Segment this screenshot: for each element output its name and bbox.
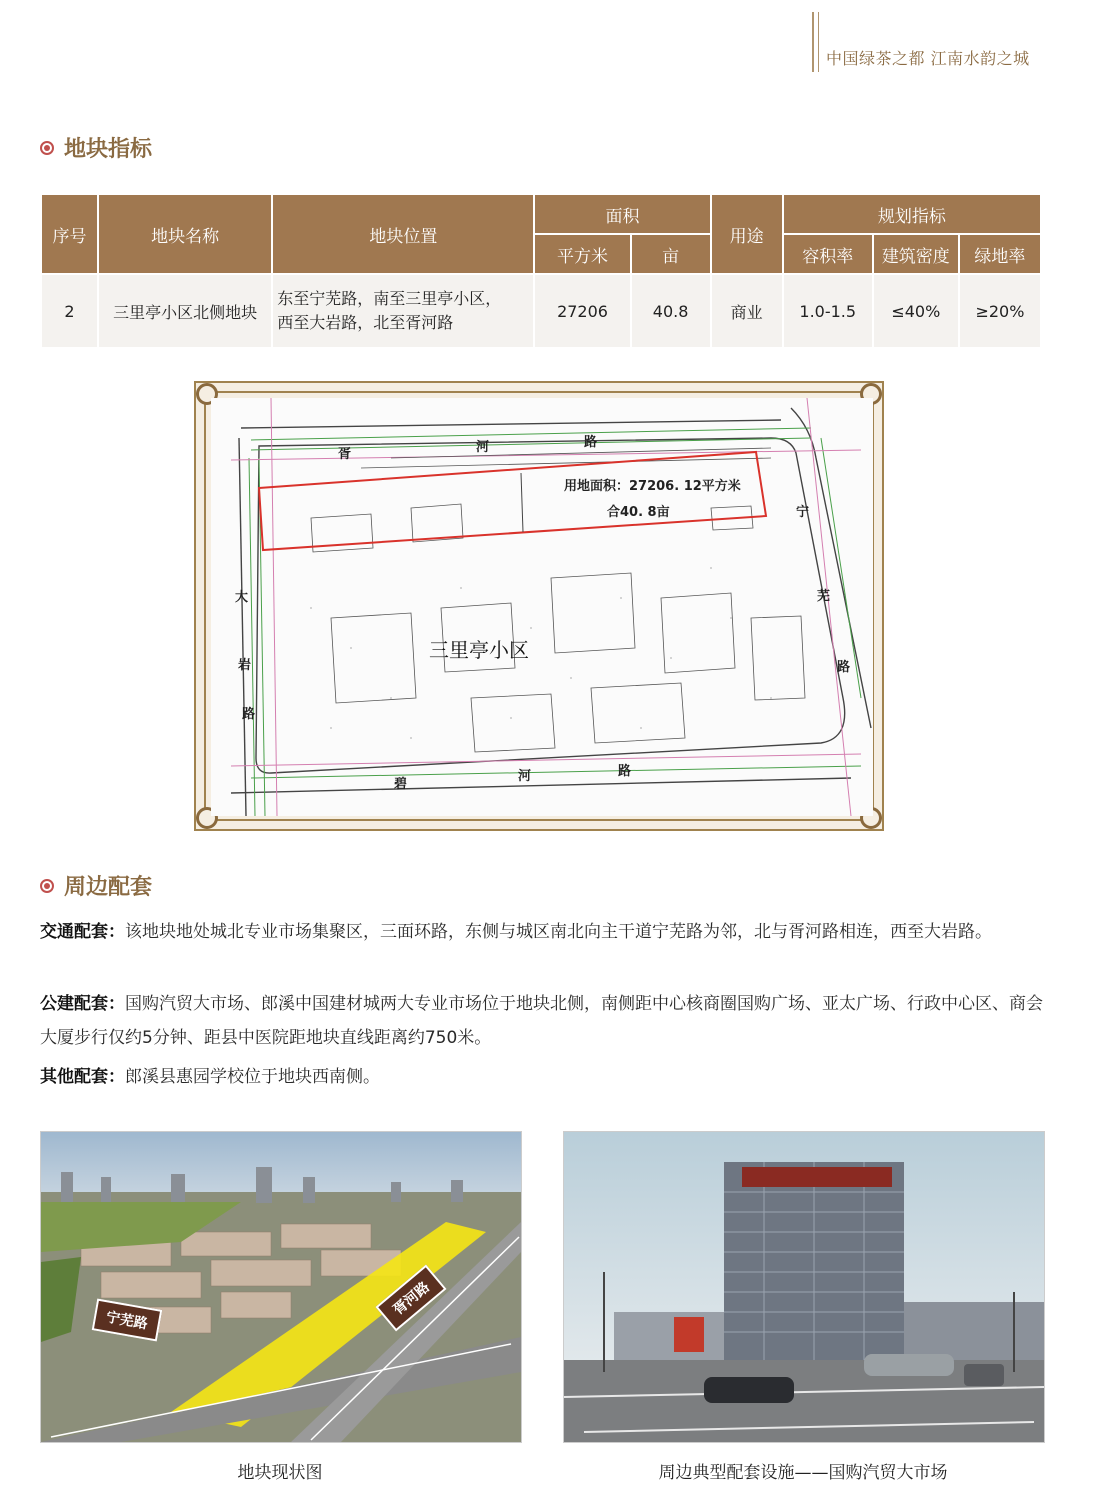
cell-sqm: 27206	[535, 275, 629, 347]
header-green: 绿地率	[960, 235, 1040, 273]
site-boundary	[259, 452, 766, 550]
header-usage: 用途	[712, 195, 782, 273]
market-building-photo	[563, 1131, 1045, 1443]
header-area: 面积	[535, 195, 709, 233]
cell-usage: 商业	[712, 275, 782, 347]
cell-density: ≤40%	[874, 275, 958, 347]
south-road-char: 路	[618, 764, 632, 779]
header-planning: 规划指标	[784, 195, 1040, 233]
site-area-mu-label: 合40. 8亩	[607, 505, 670, 520]
traffic-text: 该地块地处城北专业市场集聚区，三面环路，东侧与城区南北向主干道宁芜路为邻，北与胥河路相连，西至大岩路。	[125, 922, 992, 942]
cell-seq: 2	[42, 275, 97, 347]
west-road-char: 岩	[238, 658, 252, 673]
header-location: 地块位置	[273, 195, 533, 273]
table-row	[42, 275, 1040, 347]
site-map	[211, 398, 873, 816]
site-area-label: 用地面积：27206. 12平方米	[564, 479, 741, 494]
other-text: 郎溪县惠园学校位于地块西南侧。	[125, 1067, 380, 1087]
north-road-char: 胥	[338, 447, 352, 462]
cell-name: 三里亭小区北侧地块	[99, 275, 271, 347]
east-road-char: 芜	[817, 589, 831, 604]
header-name: 地块名称	[99, 195, 271, 273]
aerial-photo-illustration	[41, 1132, 521, 1442]
circle-bullet-icon	[40, 879, 54, 893]
circle-bullet-icon	[40, 141, 54, 155]
public-text: 国购汽贸大市场、郎溪中国建材城两大专业市场位于地块北侧，南侧距中心核商圈国购广场、亚太广场、行政中心区、商会大厦步行仅约5分钟、距县中医院距地块直线距离约750米。	[40, 994, 1043, 1048]
west-road-char: 大	[235, 590, 249, 605]
west-road-char: 路	[242, 707, 256, 722]
public-label: 公建配套：	[40, 994, 125, 1014]
north-road-char: 路	[584, 435, 598, 450]
north-road-char: 河	[476, 440, 490, 455]
location-line-2: 西至大岩路，北至胥河路	[277, 313, 454, 332]
header-seq: 序号	[42, 195, 97, 273]
location-line-1: 东至宁芜路，南至三里亭小区，	[277, 289, 502, 308]
site-aerial-photo	[40, 1131, 522, 1443]
community-label: 三里亭小区	[429, 638, 529, 662]
section-title-facilities	[40, 870, 152, 901]
south-road-char: 碧	[394, 777, 408, 792]
header-density: 建筑密度	[874, 235, 958, 273]
plot-index-table	[40, 193, 1042, 349]
other-paragraph	[40, 1060, 1050, 1094]
market-photo-illustration	[564, 1132, 1044, 1442]
public-paragraph	[40, 987, 1050, 1055]
traffic-label: 交通配套：	[40, 922, 125, 942]
cell-green: ≥20%	[960, 275, 1040, 347]
section-title-text: 周边配套	[64, 875, 153, 900]
section-title-text: 地块指标	[64, 137, 153, 162]
section-title-indicators	[40, 132, 152, 163]
header-divider-1	[812, 12, 814, 72]
traffic-paragraph	[40, 915, 1050, 949]
cell-location	[273, 275, 533, 347]
left-photo-caption: 地块现状图	[237, 1463, 323, 1483]
east-road-char: 路	[837, 660, 851, 675]
cell-far: 1.0-1.5	[784, 275, 872, 347]
site-map-drawing	[211, 398, 873, 816]
header-mu: 亩	[632, 235, 710, 273]
cell-mu: 40.8	[632, 275, 710, 347]
east-road-char: 宁	[796, 505, 810, 520]
south-road-char: 河	[518, 769, 532, 784]
road-tag-xuhe: 胥河路	[375, 1265, 446, 1332]
header-sqm: 平方米	[535, 235, 629, 273]
header-far: 容积率	[784, 235, 872, 273]
other-label: 其他配套：	[40, 1067, 125, 1087]
road-tag-ningwu: 宁芜路	[92, 1299, 163, 1342]
header-divider-2	[818, 12, 819, 72]
right-photo-caption: 周边典型配套设施——国购汽贸大市场	[658, 1463, 948, 1483]
header-slogan: 中国绿茶之都 江南水韵之城	[826, 49, 1030, 68]
